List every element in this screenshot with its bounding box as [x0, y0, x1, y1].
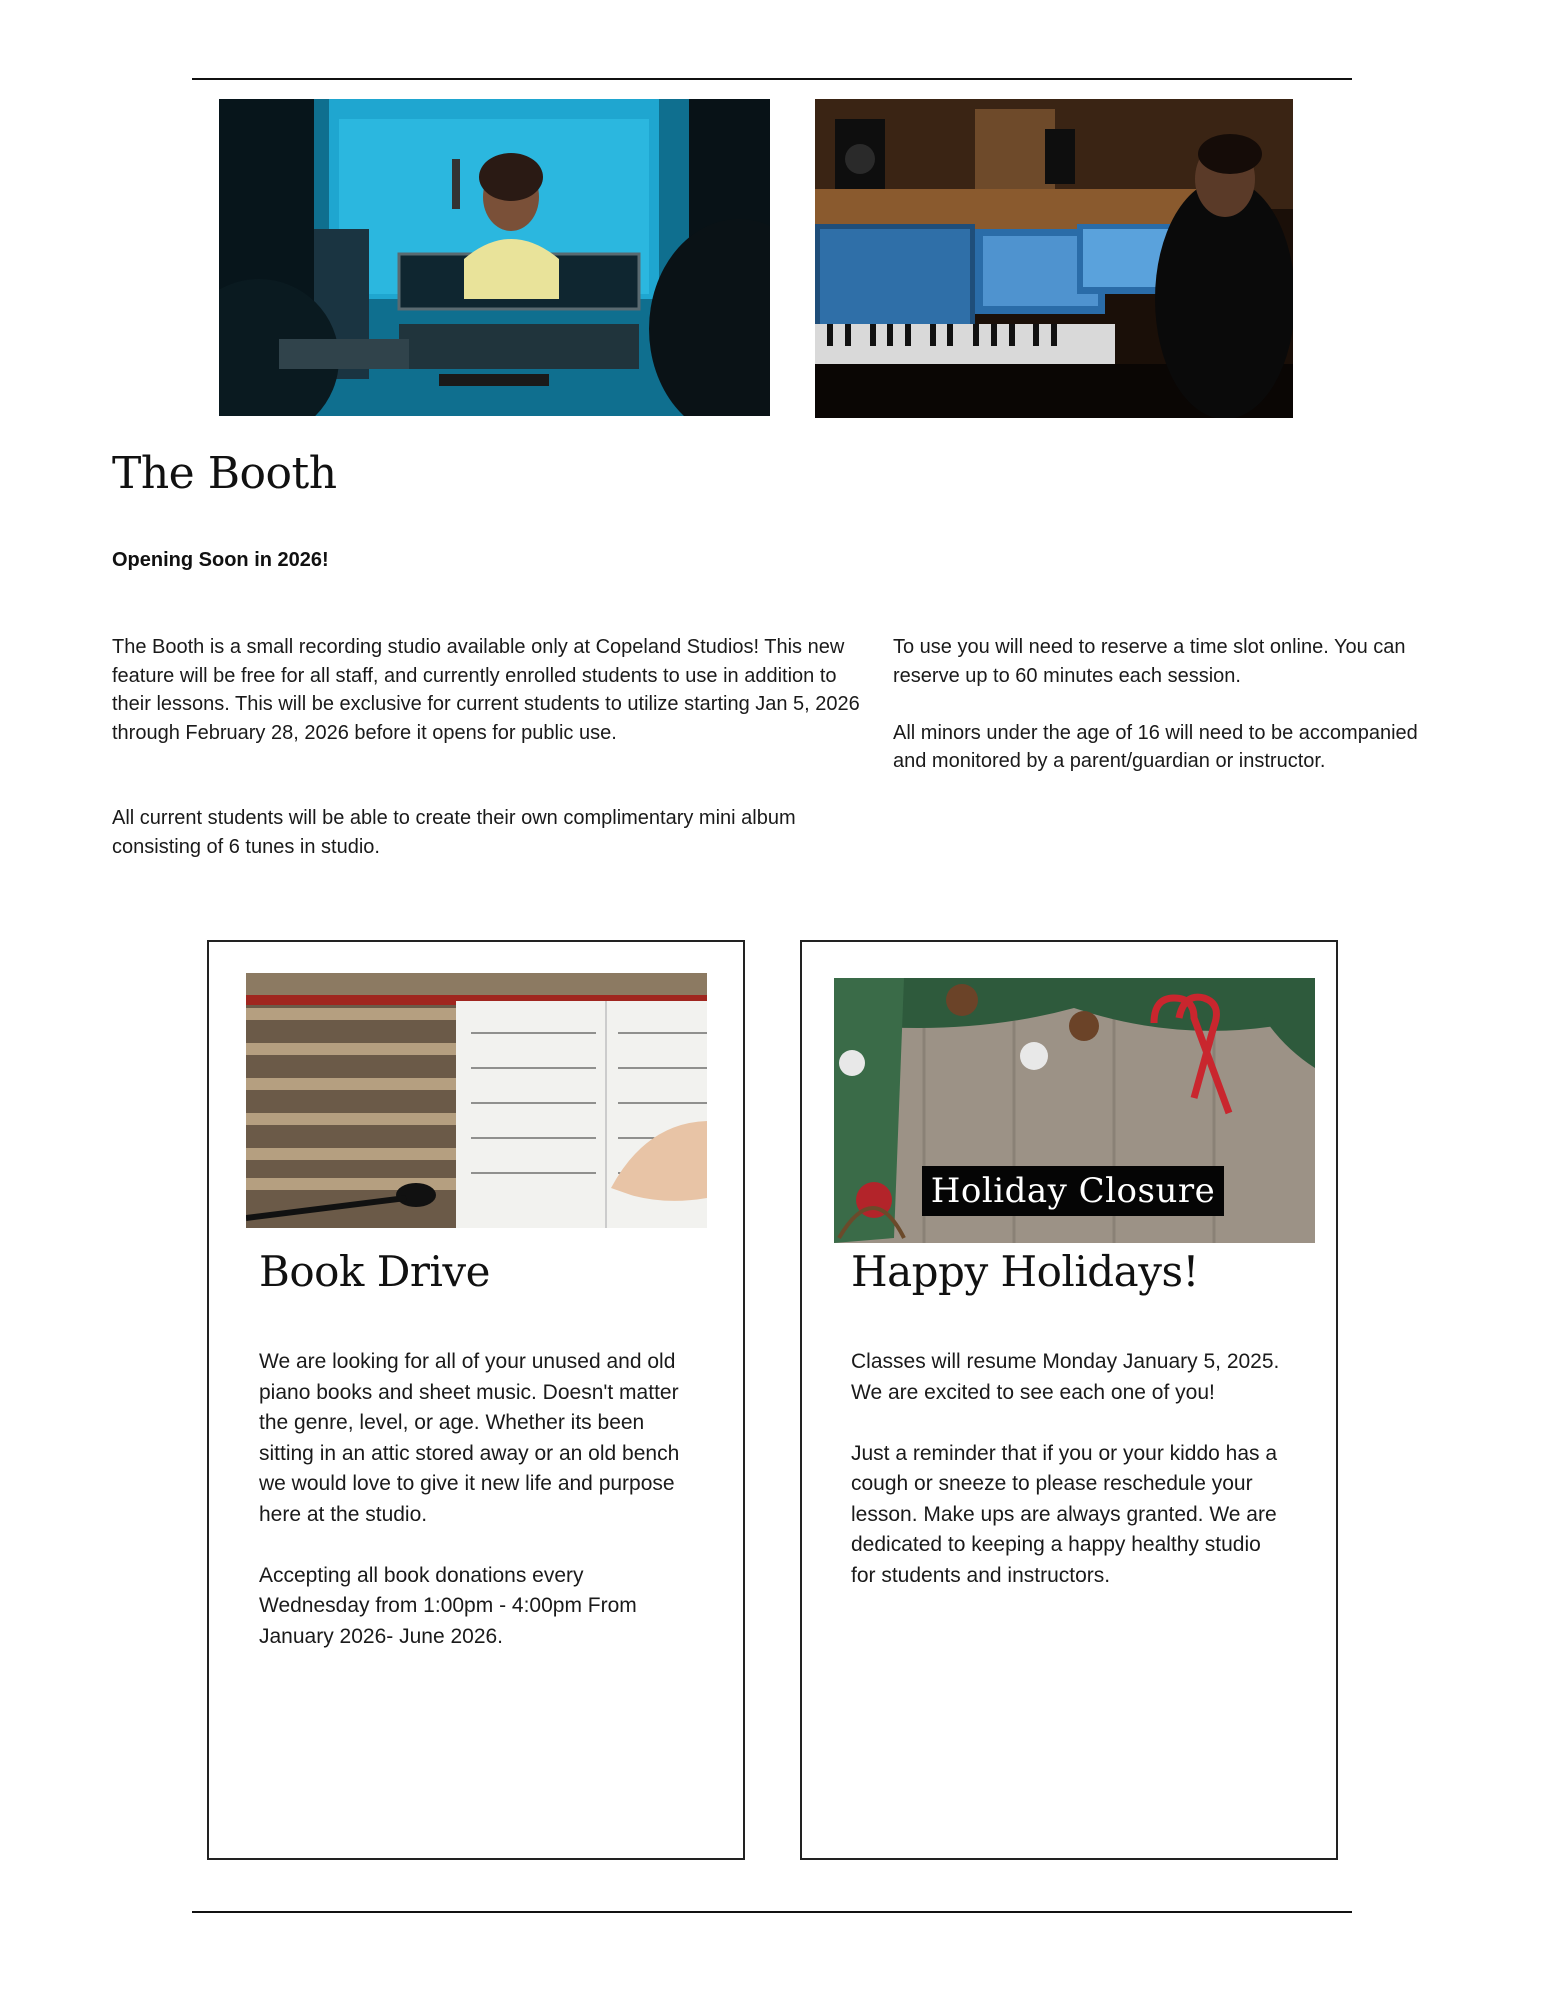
- book-drive-body: [259, 1347, 699, 1652]
- happy-holidays-title: Happy Holidays!: [851, 1247, 1199, 1296]
- piano-sheet-music-photo: [246, 973, 707, 1228]
- holiday-closure-image: [834, 978, 1315, 1243]
- holiday-line: Classes will resume Monday January 5, 2025.: [851, 1350, 1280, 1373]
- happy-holidays-card: [800, 940, 1338, 1860]
- top-divider: [192, 78, 1352, 80]
- mixing-console-photo: [815, 99, 1293, 418]
- holiday-reminder: Just a reminder that if you or your kiddo has a cough or sneeze to please reschedule your lesson. Make ups are always granted. We are dedicated to keeping a happy healthy studio for students and instructors.: [851, 1441, 1278, 1587]
- holiday-line: We are excited to see each one of you!: [851, 1380, 1215, 1404]
- booth-paragraph: All minors under the age of 16 will need to be accompanied and monitored by a parent/guardian or instructor.: [893, 721, 1418, 772]
- book-drive-paragraph: We are looking for all of your unused and old piano books and sheet music. Doesn't matter the genre, level, or age. Whether its been sitting in an attic stored away or an old bench we would love to give it new life and purpose here at the studio.: [259, 1350, 680, 1526]
- bottom-divider: [192, 1911, 1352, 1913]
- booth-subtitle: Opening Soon in 2026!: [112, 549, 329, 571]
- book-drive-card: [207, 940, 745, 1860]
- booth-description-left: [112, 633, 872, 861]
- book-drive-paragraph: Accepting all book donations every Wednesday from 1:00pm - 4:00pm From January 2026- June 2026.: [259, 1563, 637, 1648]
- happy-holidays-body: [851, 1347, 1291, 1591]
- booth-paragraph: All current students will be able to create their own complimentary mini album consisting of 6 tunes in studio.: [112, 807, 796, 858]
- booth-title: The Booth: [112, 448, 337, 499]
- booth-paragraph: The Booth is a small recording studio available only at Copeland Studios! This new feature will be free for all staff, and currently enrolled students to use in addition to their lessons. This will be exclusive for current students to utilize starting Jan 5, 2026 through February 28, 2026 before it opens for public use.: [112, 636, 860, 744]
- recording-booth-photo: [219, 99, 770, 416]
- book-drive-title: Book Drive: [259, 1247, 491, 1296]
- booth-description-right: [893, 633, 1453, 776]
- holiday-closure-banner: Holiday Closure: [922, 1166, 1224, 1216]
- booth-paragraph: To use you will need to reserve a time slot online. You can reserve up to 60 minutes each session.: [893, 636, 1406, 687]
